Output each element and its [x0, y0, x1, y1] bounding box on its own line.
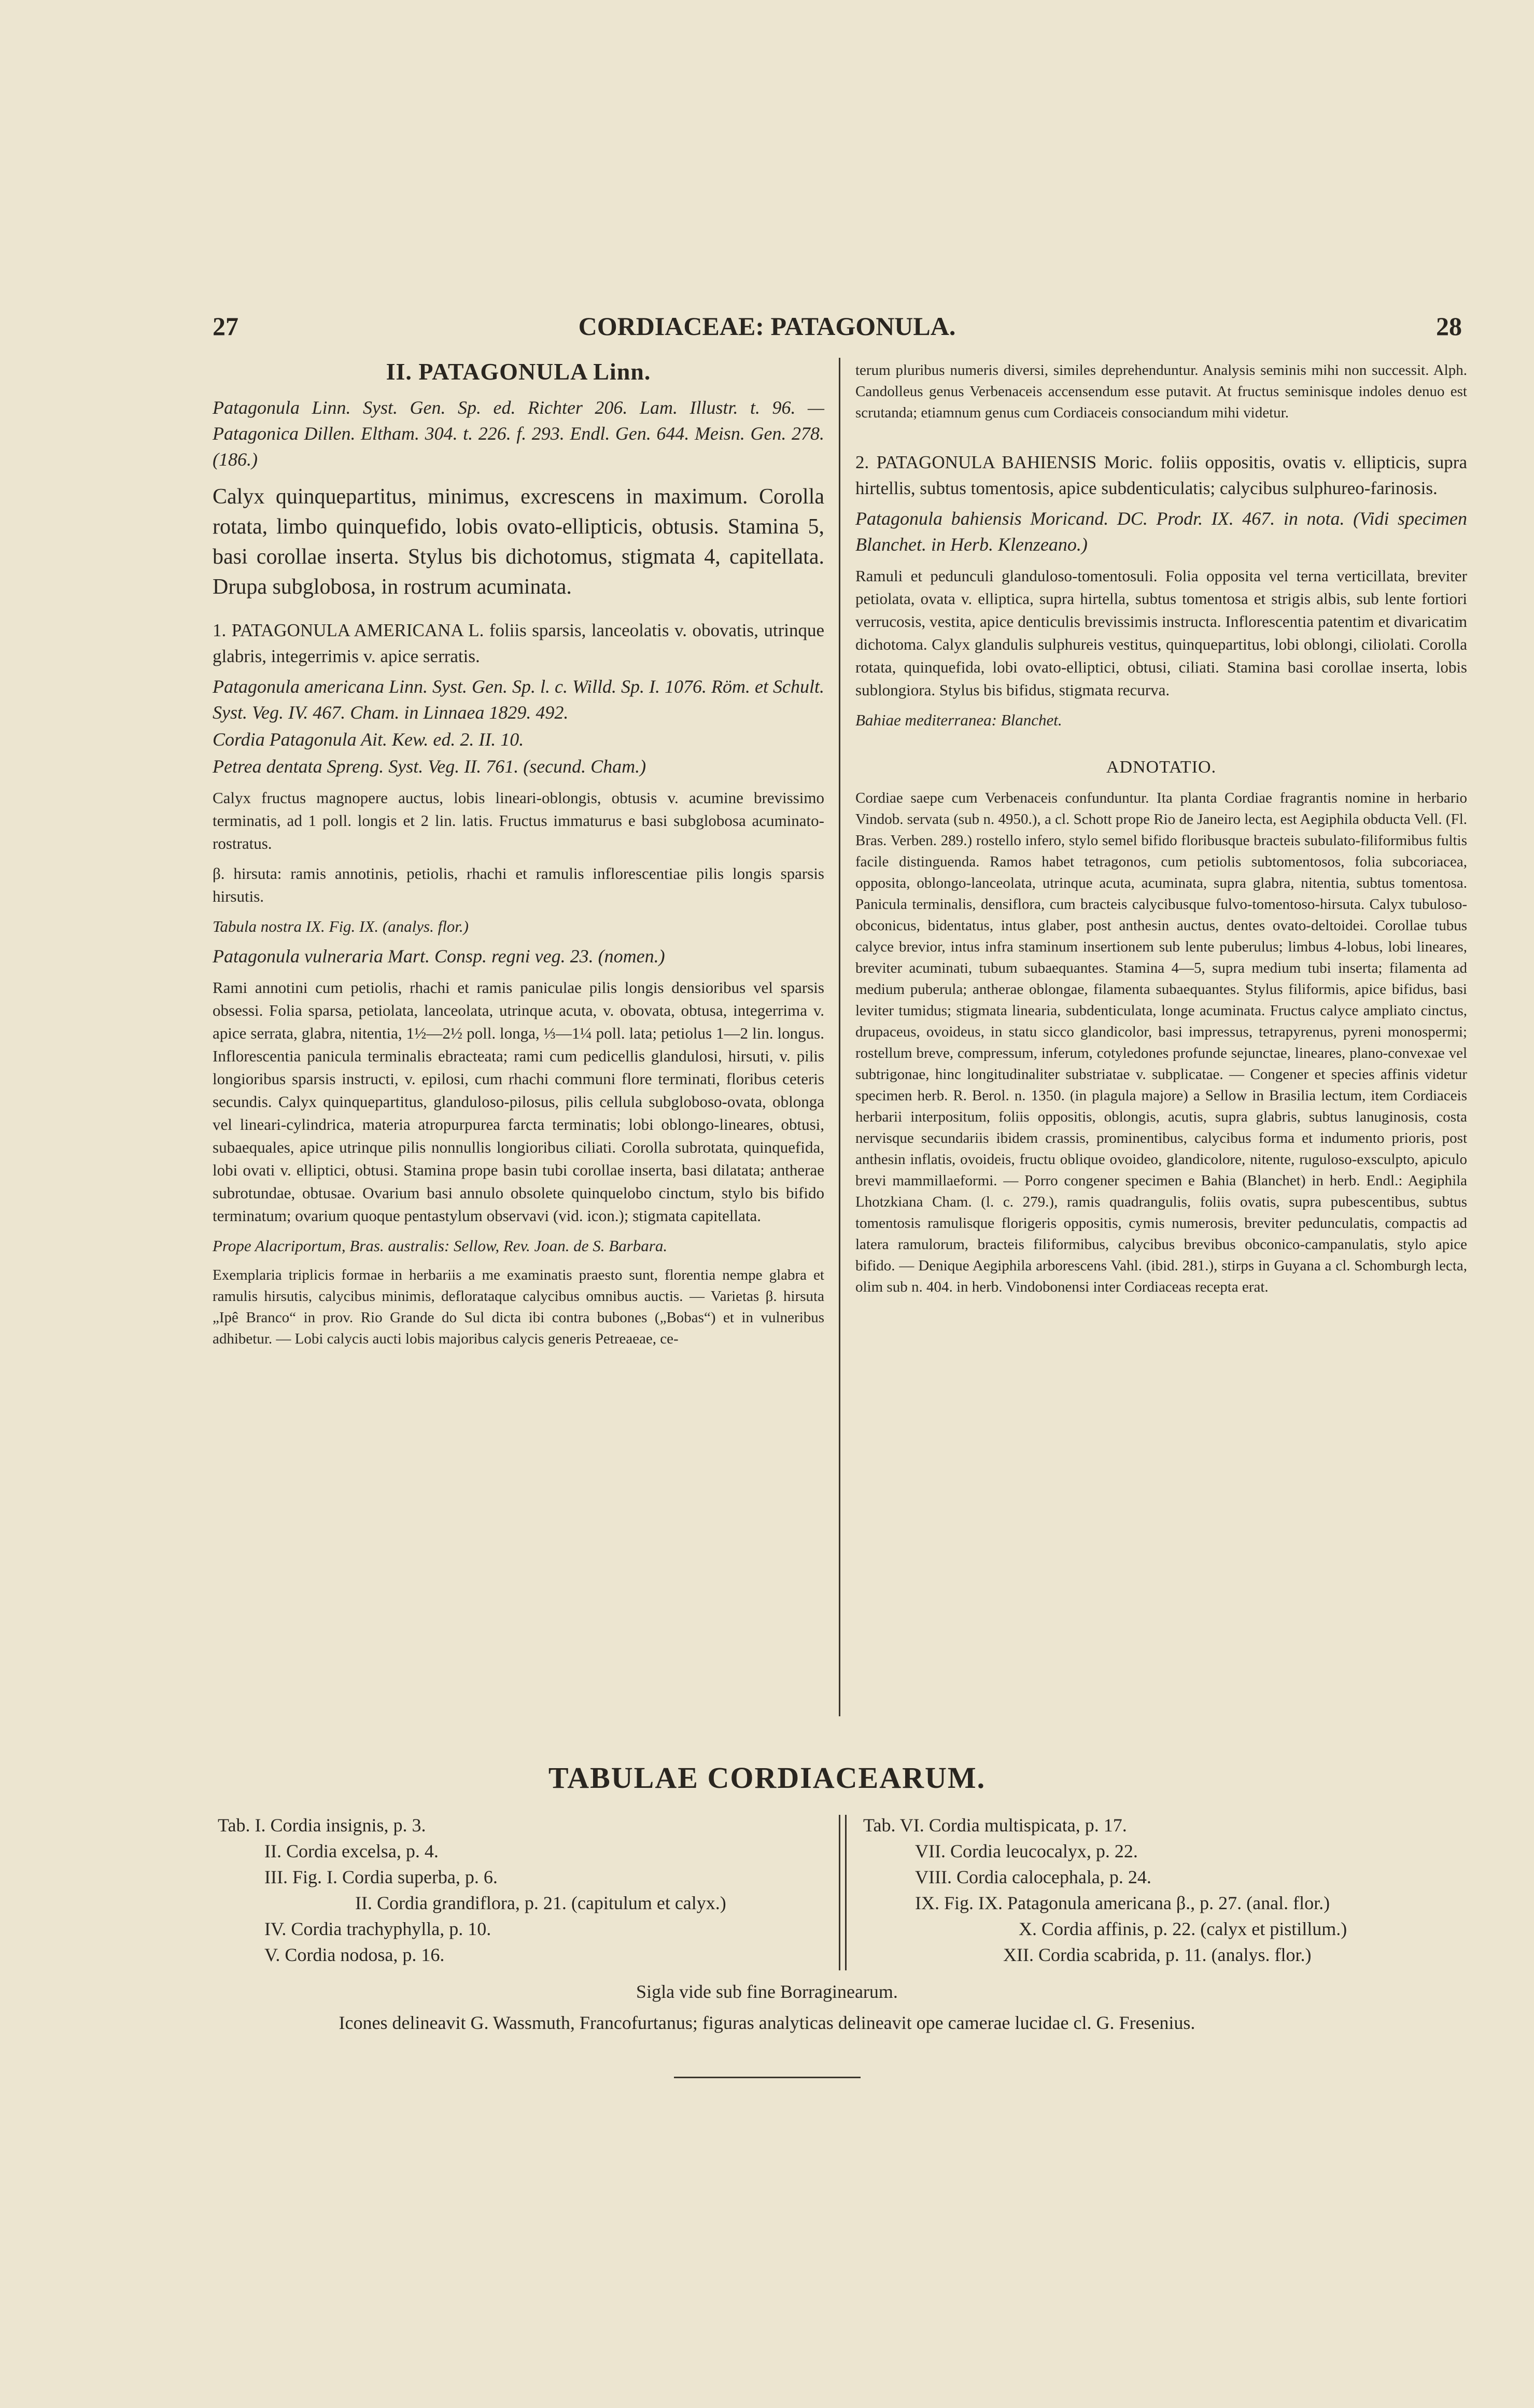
closing-rule — [674, 2077, 861, 2078]
tabula-row: IX. Fig. IX. Patagonula americana β., p. 27. (anal. flor.) — [915, 1893, 1330, 1913]
species2-heading: 2. PATAGONULA BAHIENSIS Moric. foliis oppositis, ovatis v. ellipticis, supra hirtellis, subtus tomentosis, apice subdenticulatis; calycibus sulphureo-farinosis. — [855, 452, 1467, 498]
genus-title: II. PATAGONULA Linn. — [386, 358, 651, 385]
left-column — [213, 353, 824, 1350]
note: Exemplaria triplicis formae in herbariis a me examinatis praesto sunt, florentia nempe glabra et ramulis hirsutis, calycibus minimis, deflorataque calycibus omnibus auctis. — Varietas β. hirsuta „Ipê Branco“ in prov. Rio Grande do Sul dicta ibi contra bubones („Bobas“) et in vulneribus adhibetur. — Lobi calycis aucti lobis majoribus calycis generis Petreaeae, ce- — [213, 1267, 824, 1347]
tabula-row: VII. Cordia leucocalyx, p. 22. — [915, 1841, 1138, 1861]
locality: Prope Alacriportum, Bras. australis: Sellow, Rev. Joan. de S. Barbara. — [213, 1237, 668, 1255]
species1-ref-1: Patagonula americana Linn. Syst. Gen. Sp. l. c. Willd. Sp. I. 1076. Röm. et Schult. Syst. Veg. IV. 467. Cham. in Linnaea 1829. 492. — [213, 676, 824, 723]
tabula-row: X. Cordia affinis, p. 22. (calyx et pistillum.) — [1019, 1919, 1347, 1939]
adnotatio-title: ADNOTATIO. — [1106, 758, 1217, 777]
tabulae-title: TABULAE CORDIACEARUM. — [548, 1761, 986, 1795]
generic-description: Calyx quinquepartitus, minimus, excrescens in maximum. Corolla rotata, limbo quinquefido, lobis ovato-ellipticis, obtusis. Stamina 5, basi corollae inserta. Stylus bis dichotomus, stigmata 4, capitellata. Drupa subglobosa, in rostrum acuminata. — [213, 485, 824, 599]
tabula-row: VIII. Cordia calocephala, p. 24. — [915, 1867, 1151, 1887]
species1-heading: 1. PATAGONULA AMERICANA L. foliis sparsis, lanceolatis v. obovatis, utrinque glabris, integerrimis v. apice serratis. — [213, 620, 824, 666]
tabula-row: XII. Cordia scabrida, p. 11. (analys. flor.) — [1003, 1944, 1312, 1965]
page-number-right: 28 — [1436, 312, 1462, 341]
icones-credit: Icones delineavit G. Wassmuth, Francofurtanus; figuras analyticas delineavit ope camerae lucidae cl. G. Fresenius. — [339, 2012, 1195, 2033]
tabula-row: III. Fig. I. Cordia superba, p. 6. — [264, 1867, 498, 1887]
calyx-fructus: Calyx fructus magnopere auctus, lobis lineari-oblongis, obtusis v. acumine brevissimo terminatis, ad 1 poll. longis et 2 lin. latis. Fructus immaturus e basi subglobosa acuminato-rostratus. — [213, 789, 824, 852]
tabula-row: Tab. I. Cordia insignis, p. 3. — [218, 1815, 426, 1836]
tabulae-divider-right — [845, 1815, 847, 1970]
tabulae-divider-left — [839, 1815, 840, 1970]
tabulae-left-list — [218, 1812, 726, 1968]
tabula-reference: Tabula nostra IX. Fig. IX. (analys. flor.) — [213, 917, 469, 935]
tabula-row: V. Cordia nodosa, p. 16. — [264, 1944, 445, 1965]
note-continuation: terum pluribus numeris diversi, similes deprehenduntur. Analysis seminis mihi non successit. Alph. Candolleus genus Verbenaceis accensendum esse putavit. At fructus seminisque indoles denuo est scrutanda; etiamnum genus cum Cordiaceis consociandum mihi videtur. — [855, 362, 1467, 421]
sigla-note: Sigla vide sub fine Borraginearum. — [636, 1981, 898, 2002]
adnotatio-text: Cordiae saepe cum Verbenaceis confunduntur. Ita planta Cordiae fragrantis nomine in herbario Vindob. servata (sub n. 4950.), a cl. Schott prope Rio de Janeiro lecta, est Aegiphila obducta Vell. (Fl. Bras. Verben. 289.) rostello infero, stylo semel bifido floribusque bracteis subulato-filiformibus fultis facile distinguenda. Ramos habet tetragonos, cum petiolis subtomentosos, folia subcoriacea, opposita, oblongo-lanceolata, utrinque acuta, acuminata, supra glabra, nitentia, subtus tomentosa. Panicula terminalis, densiflora, cum bracteis calycibusque fulvo-tomentoso-hirsuta. Calyx tubuloso-obconicus, bidentatus, intus glaber, post anthesin auctus, dentes ovato-deltoidei. Corollae tubus calyce brevior, intus infra staminum insertionem sub lente puberulus; limbus 4-lobus, lobi lineares, breviter acuminati, tubum subaequantes. Stamina 4—5, supra medium tubi inserta; filamenta ad medium puberula; antherae oblongae, filamenta subaequantes. Stylus filiformis, apice bifidus, basi leviter tumidus; stigmata linearia, subdenticulata, longe acuminata. Fructus calyce ampliato cinctus, drupaceus, ovoideus, in statu sicco glandicolor, basi impressus, tetrapyrenus, pyreni monospermi; rostellum breve, compressum, inferum, cotyledones profunde sejunctae, lineares, plano-convexae vel subtrigonae, hinc longitudinaliter substriatae v. subplicatae. — Congener et species affinis videtur specimen herb. R. Berol. n. 1350. (in plagula majore) a Sellow in Brasilia lectum, item Cordiaceis herbarii interpositum, foliis oppositis, oblongis, acutis, supra glabris, subtus lanuginosis, costa nervisque secundariis ibidem crassis, prominentibus, calycibus forma et indumento prioris, post anthesin inflatis, ovoideis, fructu oblique ovoideo, glandicolore, nitente, ruguloso-exsculpto, apiculo brevi mammillaeformi. — Porro congener specimen e Bahia (Blanchet) in herb. Endl.: Aegiphila Lhotzkiana Cham. (l. c. 279.), ramis quadrangulis, foliis ovatis, supra pubescentibus, subtus tomentosis ramulisque florigeris oppositis, cymis numerosis, breviter pedunculatis, compactis ad latera ramulorum, bracteis filiformibus, calycibus brevibus obconico-campanulatis, stylo apice bifido. — Denique Aegiphila arborescens Vahl. (ibid. 281.), stirps in Guyana a cl. Schomburgh lecta, olim sub n. 404. in herb. Vindobonensi inter Cordiaceas recepta erat. — [855, 790, 1467, 1295]
tabula-row: Tab. VI. Cordia multispicata, p. 17. — [863, 1815, 1127, 1836]
right-column — [855, 353, 1467, 1298]
variety-beta: β. hirsuta: ramis annotinis, petiolis, rhachi et ramulis inflorescentiae pilis longis sparsis hirsutis. — [213, 864, 824, 905]
column-divider — [839, 358, 840, 1716]
running-title: CORDIACEAE: PATAGONULA. — [578, 312, 956, 341]
genus-synonyms: Patagonula Linn. Syst. Gen. Sp. ed. Richter 206. Lam. Illustr. t. 96. — Patagonica Dillen. Eltham. 304. t. 226. f. 293. Endl. Gen. 644. Meisn. Gen. 278. (186.) — [213, 397, 824, 470]
tabula-row: IV. Cordia trachyphylla, p. 10. — [264, 1919, 491, 1939]
page-number-left: 27 — [213, 312, 238, 341]
species2-ref: Patagonula bahiensis Moricand. DC. Prodr. IX. 467. in nota. (Vidi specimen Blanchet. in Herb. Klenzeano.) — [855, 508, 1467, 555]
species1-ref-3: Petrea dentata Spreng. Syst. Veg. II. 761. (secund. Cham.) — [213, 756, 646, 777]
tabula-row: II. Cordia excelsa, p. 4. — [264, 1841, 439, 1861]
species1-ref-2: Cordia Patagonula Ait. Kew. ed. 2. II. 10. — [213, 729, 524, 750]
species1-description: Rami annotini cum petiolis, rhachi et ramis paniculae pilis longis densioribus vel sparsis obsessi. Folia sparsa, petiolata, lanceolata, utrinque acuta, v. obovata, obtusa, integerrima v. apice serrata, glabra, nitentia, 1½—2½ poll. longa, ⅓—1¼ poll. lata; petiolus 1—2 lin. longus. Inflorescentia panicula terminalis ebracteata; rami cum pedicellis glandulosi, hirsuti, v. pilis longioribus sparsis instructi, v. epilosi, cum rhachi communi flore terminati, floribus ceteris secundis. Calyx quinquepartitus, glanduloso-pilosus, pilis cellula subgloboso-ovata, oblonga vel lineari-cylindrica, materia atropurpurea farcta terminatis; lobi oblongo-lineares, obtusi, subaequales, apice utrinque pilis nonnullis longioribus ciliati. Corolla subrotata, quinquefida, lobi ovati v. elliptici, obtusi. Stamina prope basin tubi corollae inserta, basi dilatata; antherae subrotundae, obtusae. Ovarium basi annulo obsolete quinquelobo cinctum, stylo bis bifido terminatum; ovarium quoque pentastylum observavi (vid. icon.); stigmata capitellata. — [213, 978, 824, 1225]
species2-description: Ramuli et pedunculi glanduloso-tomentosuli. Folia opposita vel terna verticillata, breviter petiolata, ovata v. elliptica, supra hirtella, subtus tomentosa et strigis albis, sub lente fortiori verrucosis, vestita, apice denticulis brevissimis instructa. Inflorescentia patentim et divaricatim dichotoma. Calyx glandulis sulphureis vestitus, quinquepartitus, lobi oblongi, ciliolati. Corolla rotata, quinquefida, lobi ovato-elliptici, obtusi, ciliati. Stamina basi corollae inserta, lobis sublongiora. Stylus bis bifidus, stigmata recurva. — [855, 567, 1467, 699]
tabula-row: II. Cordia grandiflora, p. 21. (capitulum et calyx.) — [355, 1893, 726, 1913]
tabulae-right-list — [863, 1812, 1347, 1968]
vulneraria-ref: Patagonula vulneraria Mart. Consp. regni veg. 23. (nomen.) — [213, 946, 665, 967]
species2-locality: Bahiae mediterranea: Blanchet. — [855, 711, 1062, 729]
